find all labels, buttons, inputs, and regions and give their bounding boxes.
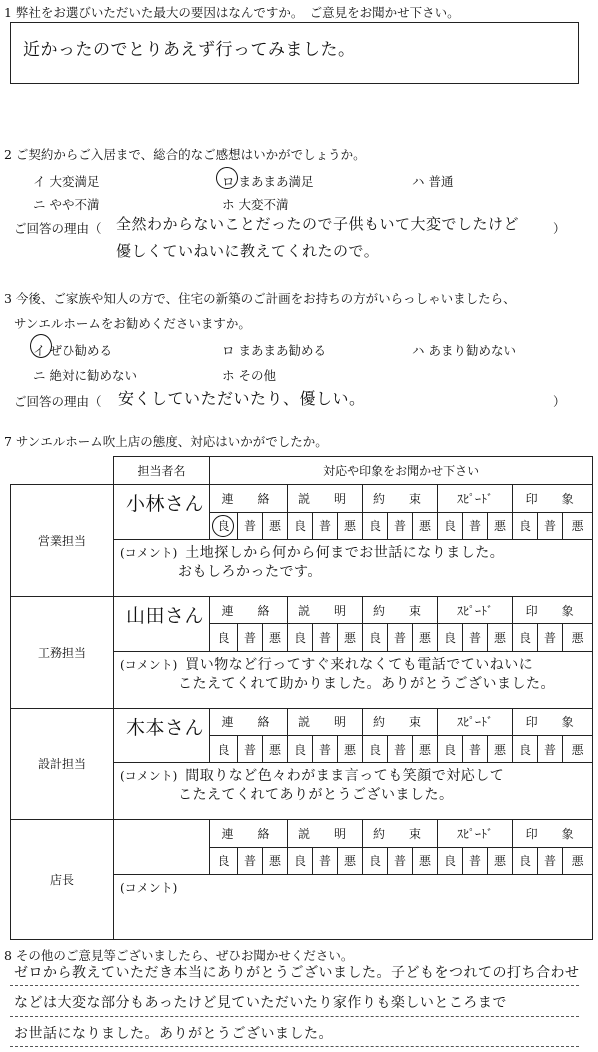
q1-answer: 近かったのでとりあえず行ってみました。 — [23, 40, 356, 60]
rate-avg[interactable]: 普 — [538, 847, 563, 874]
q3-reason: 安くしていただいたり、優しい。 — [118, 389, 366, 408]
header-staff: 担当者名 — [114, 457, 210, 485]
rate-avg[interactable]: 普 — [388, 512, 413, 539]
q7-question: 7 サンエルホーム吹上店の態度、対応はいかがでしたか。 — [4, 434, 328, 449]
q2-option-d: ニ やや不満 — [33, 197, 100, 212]
rate-bad[interactable]: 悪 — [563, 847, 593, 874]
rate-bad[interactable]: 悪 — [488, 512, 513, 539]
rate-bad[interactable]: 悪 — [338, 847, 363, 874]
rate-bad[interactable]: 悪 — [413, 624, 438, 651]
rate-bad[interactable]: 悪 — [263, 847, 288, 874]
comment-label: (コメント) — [120, 769, 178, 784]
q3-option-a: イ ぜひ勧める — [33, 343, 112, 358]
comment-design-line-2: こたえてくれてありがとうございました。 — [178, 787, 454, 804]
q2-option-e: ホ 大変不満 — [222, 197, 289, 212]
role-construction: 工務担当 — [11, 597, 114, 709]
q3-option-e: ホ その他 — [222, 368, 276, 383]
cat-explain: 説 明 — [288, 485, 363, 512]
cat-speed: ｽﾋﾟｰﾄﾞ — [438, 820, 513, 847]
q2-option-c: ハ 普通 — [412, 174, 454, 189]
cat-explain: 説 明 — [288, 708, 363, 735]
cat-impression: 印 象 — [513, 597, 593, 624]
comment-label: (コメント) — [120, 657, 178, 672]
rate-avg[interactable]: 普 — [313, 847, 338, 874]
evaluation-table — [10, 456, 593, 940]
cat-contact: 連 絡 — [210, 597, 288, 624]
rate-bad[interactable]: 悪 — [338, 512, 363, 539]
cat-contact: 連 絡 — [210, 820, 288, 847]
cat-contact: 連 絡 — [210, 708, 288, 735]
rate-good[interactable]: 良 — [513, 624, 538, 651]
rate-bad[interactable]: 悪 — [413, 847, 438, 874]
rating-selected-circle — [212, 515, 234, 537]
comment-sales-line-2: おもしろかったです。 — [178, 564, 322, 581]
rate-avg[interactable]: 普 — [313, 735, 338, 762]
rate-good[interactable]: 良 — [513, 512, 538, 539]
q3-option-d: ニ 絶対に勧めない — [33, 368, 137, 383]
rate-good[interactable]: 良 — [513, 847, 538, 874]
q2-option-a: イ 大変満足 — [33, 174, 100, 189]
rate-good[interactable]: 良 — [438, 847, 463, 874]
rate-good[interactable]: 良 — [513, 735, 538, 762]
rate-bad[interactable]: 悪 — [488, 847, 513, 874]
rate-bad[interactable]: 悪 — [563, 512, 593, 539]
q8-dotted-line — [10, 1046, 579, 1047]
cat-speed: ｽﾋﾟｰﾄﾞ — [438, 708, 513, 735]
header-eval: 対応や印象をお聞かせ下さい — [210, 457, 593, 485]
rate-bad[interactable]: 悪 — [263, 735, 288, 762]
cat-impression: 印 象 — [513, 820, 593, 847]
rate-avg[interactable]: 普 — [238, 512, 263, 539]
q2-reason-label: ご回答の理由（ — [14, 221, 102, 236]
q8-dotted-line — [10, 985, 579, 986]
comment-construction — [114, 651, 593, 708]
comment-design — [114, 763, 593, 820]
rate-avg[interactable]: 普 — [238, 735, 263, 762]
q1-question: 1 弊社をお選びいただいた最大の要因はなんですか。 ご意見をお聞かせ下さい。 — [4, 5, 460, 20]
cat-promise: 約 束 — [363, 708, 438, 735]
rate-bad[interactable]: 悪 — [413, 512, 438, 539]
comment-label: (コメント) — [120, 880, 178, 895]
q2-option-b: ロ まあまあ満足 — [222, 174, 314, 189]
q2-reason-line-2: 優しくていねいに教えてくれたので。 — [116, 242, 380, 260]
rate-avg[interactable]: 普 — [463, 512, 488, 539]
rate-avg[interactable]: 普 — [313, 512, 338, 539]
q8-answer-line-3: お世話になりました。ありがとうございました。 — [14, 1026, 333, 1042]
cat-promise: 約 束 — [363, 597, 438, 624]
comment-design-line-1: 間取りなど色々わがまま言っても笑顔で対応して — [185, 768, 505, 785]
staff-construction: 山田さん — [114, 597, 210, 652]
comment-sales-line-1: 土地探しから何から何までお世話になりました。 — [185, 545, 505, 562]
rate-avg[interactable]: 普 — [538, 624, 563, 651]
q3-reason-label: ご回答の理由（ — [14, 394, 102, 409]
rate-good[interactable]: 良 — [288, 624, 313, 651]
q3-question-line-2: サンエルホームをお勧めくださいますか。 — [14, 316, 251, 331]
q3-question-line-1: 3 今後、ご家族や知人の方で、住宅の新築のご計画をお持ちの方がいらっしゃいましたら、 — [4, 291, 516, 306]
rate-avg[interactable]: 普 — [238, 624, 263, 651]
cat-speed: ｽﾋﾟｰﾄﾞ — [438, 485, 513, 512]
rate-avg[interactable]: 普 — [538, 735, 563, 762]
q2-reason-close: ） — [553, 221, 566, 236]
rate-good[interactable]: 良 — [363, 847, 388, 874]
staff-design: 木本さん — [114, 708, 210, 763]
rate-good[interactable]: 良 — [210, 847, 238, 874]
cat-impression: 印 象 — [513, 485, 593, 512]
rate-bad[interactable]: 悪 — [563, 624, 593, 651]
rate-good[interactable]: 良 — [438, 624, 463, 651]
cat-promise: 約 束 — [363, 820, 438, 847]
q8-answer-line-1: ゼロから教えていただき本当にありがとうございました。子どもをつれての打ち合わせ — [14, 965, 580, 981]
q3-reason-close: ） — [553, 394, 566, 409]
comment-sales — [114, 540, 593, 597]
rate-good[interactable]: 良 — [288, 735, 313, 762]
table-corner — [11, 457, 114, 485]
cat-speed: ｽﾋﾟｰﾄﾞ — [438, 597, 513, 624]
rate-avg[interactable]: 普 — [313, 624, 338, 651]
role-manager: 店長 — [11, 820, 114, 940]
rate-avg[interactable]: 普 — [238, 847, 263, 874]
staff-manager — [114, 820, 210, 875]
comment-manager — [114, 874, 593, 939]
rate-good[interactable]: 良 — [288, 847, 313, 874]
q3-option-c: ハ あまり勧めない — [412, 343, 516, 358]
staff-sales: 小林さん — [114, 485, 210, 540]
rate-avg[interactable]: 普 — [463, 735, 488, 762]
rate-good[interactable]: 良 — [363, 624, 388, 651]
comment-label: (コメント) — [120, 546, 178, 561]
rate-bad[interactable]: 悪 — [413, 735, 438, 762]
rate-good[interactable]: 良 — [288, 512, 313, 539]
comment-construction-line-1: 買い物など行ってすぐ来れなくても電話でていねいに — [185, 656, 534, 673]
rate-avg[interactable]: 普 — [388, 847, 413, 874]
q2-reason-line-1: 全然わからないことだったので子供もいて大変でしたけど — [116, 215, 520, 233]
rate-good[interactable]: 良 — [438, 512, 463, 539]
rate-avg[interactable]: 普 — [463, 624, 488, 651]
rate-bad[interactable]: 悪 — [338, 735, 363, 762]
rate-avg[interactable]: 普 — [388, 735, 413, 762]
q3-selected-circle — [30, 334, 52, 358]
rate-bad[interactable]: 悪 — [488, 624, 513, 651]
comment-construction-line-2: こたえてくれて助かりました。ありがとうございました。 — [178, 675, 555, 692]
rate-bad[interactable]: 悪 — [563, 735, 593, 762]
q1-answer-box — [10, 22, 579, 84]
rate-bad[interactable]: 悪 — [263, 512, 288, 539]
role-design: 設計担当 — [11, 708, 114, 820]
cat-explain: 説 明 — [288, 820, 363, 847]
rate-good[interactable]: 良 — [210, 624, 238, 651]
q3-option-b: ロ まあまあ勧める — [222, 343, 326, 358]
q2-question: 2 ご契約からご入居まで、総合的なご感想はいかがでしょうか。 — [4, 147, 366, 162]
q8-dotted-line — [10, 1016, 579, 1017]
cat-promise: 約 束 — [363, 485, 438, 512]
rate-avg[interactable]: 普 — [463, 847, 488, 874]
role-sales: 営業担当 — [11, 485, 114, 597]
rate-good[interactable]: 良 — [438, 735, 463, 762]
rate-bad[interactable]: 悪 — [263, 624, 288, 651]
rate-bad[interactable]: 悪 — [338, 624, 363, 651]
q8-answer-line-2: などは大変な部分もあったけど見ていただいたり家作りも楽しいところまで — [14, 995, 507, 1011]
rate-avg[interactable]: 普 — [538, 512, 563, 539]
rate-good[interactable]: 良 — [363, 735, 388, 762]
q2-selected-circle — [216, 167, 238, 189]
cat-explain: 説 明 — [288, 597, 363, 624]
rate-avg[interactable]: 普 — [388, 624, 413, 651]
cat-contact: 連 絡 — [210, 485, 288, 512]
rate-good[interactable]: 良 — [363, 512, 388, 539]
cat-impression: 印 象 — [513, 708, 593, 735]
rate-good[interactable]: 良 — [210, 512, 238, 539]
rate-bad[interactable]: 悪 — [488, 735, 513, 762]
rate-good[interactable]: 良 — [210, 735, 238, 762]
q8-question: 8 その他のご意見等ございましたら、ぜひお聞かせください。 — [4, 948, 354, 963]
